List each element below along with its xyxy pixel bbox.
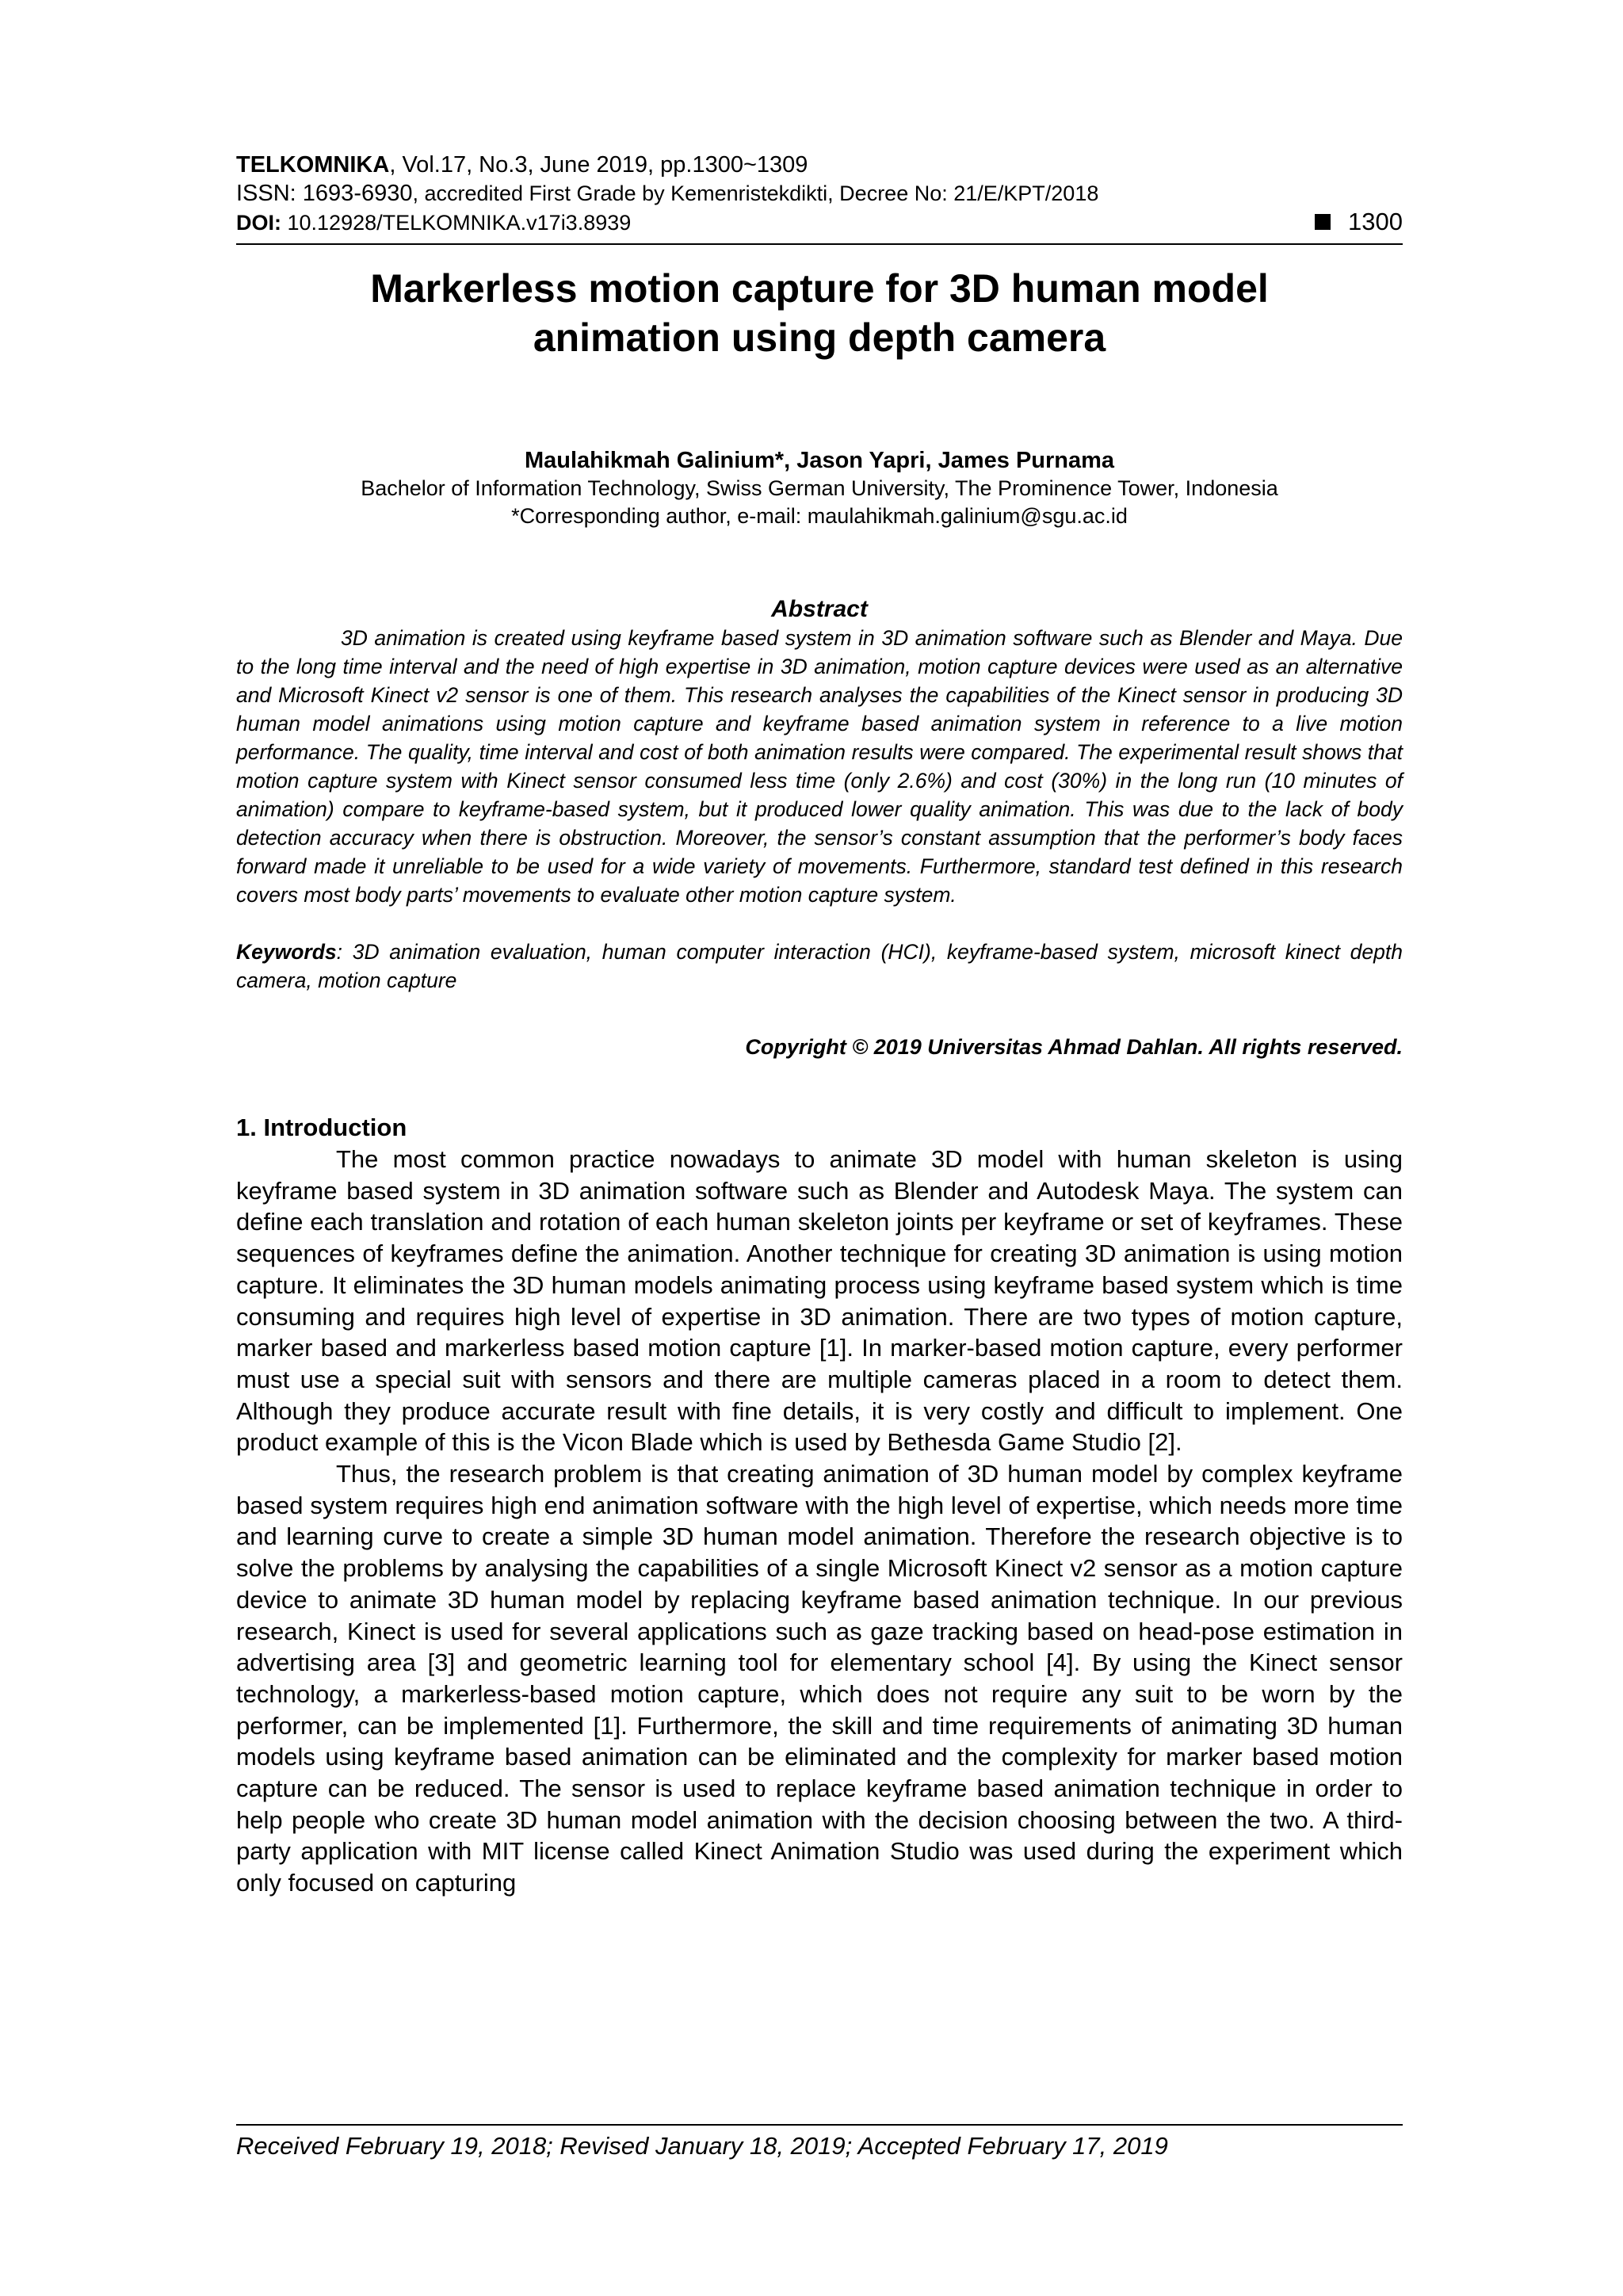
page-number-block — [1315, 208, 1403, 236]
received-dates-footer: Received February 19, 2018; Revised January 18, 2019; Accepted February 17, 2019 — [236, 2124, 1403, 2162]
doi-line — [236, 208, 631, 237]
keywords — [236, 938, 1403, 995]
header-rule — [236, 243, 1403, 245]
doi-row — [236, 208, 1403, 237]
journal-line — [236, 151, 1403, 179]
issn-label: ISSN: 1693-6930 — [236, 181, 413, 206]
issn-line — [236, 179, 1403, 208]
affiliation: Bachelor of Information Technology, Swiss German University, The Prominence Tower, Indonesia — [361, 476, 1278, 500]
intro-paragraph-1: The most common practice nowadays to animate 3D model with human skeleton is using keyframe based system in 3D animation software such as Blender and Autodesk Maya. The system can define each translation and rotation of each human skeleton joints per keyframe or set of keyframes. These sequences of keyframes define the animation. Another technique for creating 3D animation is using motion capture. It eliminates the 3D human models animating process using keyframe based system which is time consuming and requires high level of expertise in 3D animation. There are two types of motion capture, marker based and markerless based motion capture [1]. In marker-based motion capture, every performer must use a special suit with sensors and there are multiple cameras placed in a room to detect them. Although they produce accurate result with fine details, it is very costly and difficult to implement. One product example of this is the Vicon Blade which is used by Bethesda Game Studio [2]. — [236, 1145, 1403, 1457]
title-line-1: Markerless motion capture for 3D human model — [370, 266, 1269, 311]
keywords-text: : 3D animation evaluation, human computer interaction (HCI), keyframe-based system, microsoft kinect depth camera, motion capture — [236, 940, 1403, 992]
copyright: Copyright © 2019 Universitas Ahmad Dahlan. All rights reserved. — [745, 1035, 1403, 1059]
square-bullet-icon — [1315, 214, 1331, 230]
keywords-label: Keywords — [236, 940, 337, 964]
section-heading: 1. Introduction — [236, 1114, 407, 1141]
page-number: 1300 — [1348, 208, 1403, 235]
corresponding-author: *Corresponding author, e-mail: maulahikmah.galinium@sgu.ac.id — [511, 504, 1128, 528]
paper-page — [236, 151, 1403, 1899]
title-line-2: animation using depth camera — [533, 315, 1106, 360]
abstract-heading: Abstract — [771, 596, 868, 622]
volume-info: , Vol.17, No.3, June 2019, pp.1300~1309 — [389, 152, 808, 178]
accreditation-info: , accredited First Grade by Kemenristekdikti, Decree No: 21/E/KPT/2018 — [412, 181, 1099, 205]
journal-name: TELKOMNIKA — [236, 152, 390, 178]
intro-paragraph-2: Thus, the research problem is that creating animation of 3D human model by complex keyframe based system requires high end animation software with the high level of expertise, which needs more time and learning curve to create a simple 3D human model animation. Therefore the research objective is to solve the problems by analysing the capabilities of a single Microsoft Kinect v2 sensor as a motion capture device to animate 3D human model by replacing keyframe based animation technique. In our previous research, Kinect is used for several applications such as gaze tracking based on head-pose estimation in advertising area [3] and geometric learning tool for elementary school [4]. By using the Kinect sensor technology, a markerless-based motion capture, which does not require any suit to be worn by the performer, can be implemented [1]. Furthermore, the skill and time requirements of animating 3D human models using keyframe based animation can be eliminated and the complexity for marker based motion capture can be reduced. The sensor is used to replace keyframe based animation technique in order to help people who create 3D human model animation with the decision choosing between the two. A third-party application with MIT license called Kinect Animation Studio was used during the experiment which only focused on capturing — [236, 1460, 1403, 1897]
doi-value: 10.12928/TELKOMNIKA.v17i3.8939 — [281, 211, 632, 235]
doi-label: DOI: — [236, 211, 281, 235]
authors: Maulahikmah Galinium*, Jason Yapri, James Purnama — [524, 448, 1115, 473]
paper-title — [236, 264, 1403, 362]
abstract-text: 3D animation is created using keyframe based system in 3D animation software such as Blender and Maya. Due to the long time interval and the need of high expertise in 3D animation, motion capture devices were used as an alternative and Microsoft Kinect v2 sensor is one of them. This research analyses the capabilities of the Kinect sensor in producing 3D human model animations using motion capture and keyframe based animation system in reference to a live motion performance. The quality, time interval and cost of both animation results were compared. The experimental result shows that motion capture system with Kinect sensor consumed less time (only 2.6%) and cost (30%) in the long run (10 minutes of animation) compare to keyframe-based system, but it produced lower quality animation. This was due to the lack of body detection accuracy when there is obstruction. Moreover, the sensor’s constant assumption that the performer’s body faces forward made it unreliable to be used for a wide variety of movements. Furthermore, standard test defined in this research covers most body parts’ movements to evaluate other motion capture system. — [236, 626, 1403, 907]
